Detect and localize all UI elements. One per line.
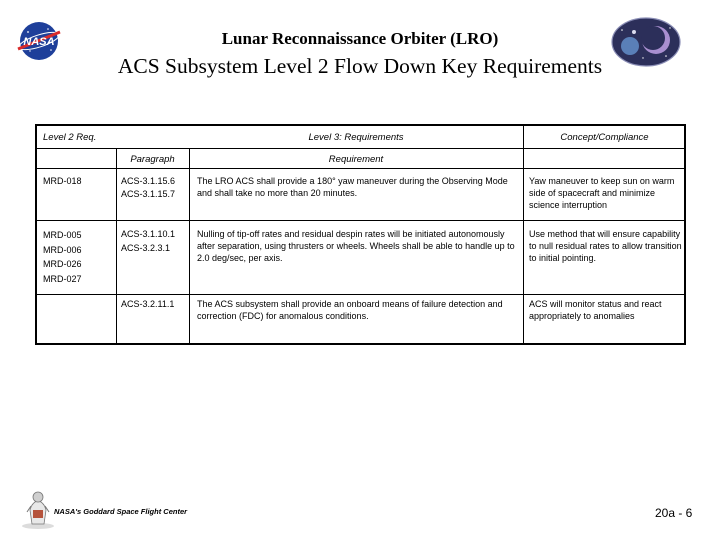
col-divider-2: [189, 148, 190, 345]
header-level2: Level 2 Req.: [43, 132, 97, 143]
footer-center-name: NASA's Goddard Space Flight Center: [54, 507, 188, 516]
astronaut-figure-icon: [18, 488, 58, 530]
page-title: ACS Subsystem Level 2 Flow Down Key Requirements: [117, 54, 603, 78]
requirement-cell: The LRO ACS shall provide a 180° yaw maneuver during the Observing Mode and shall take no more than 20 minutes.: [197, 176, 508, 199]
row-divider-1: [37, 220, 686, 221]
col-divider-3: [523, 126, 524, 345]
mission-subtitle: Lunar Reconnaissance Orbiter (LRO): [221, 29, 499, 48]
row-divider-2: [37, 294, 686, 295]
header-concept: Concept/Compliance: [560, 132, 649, 143]
header-level3: Level 3: Requirements: [308, 132, 404, 143]
subheader-paragraph: Paragraph: [130, 154, 175, 165]
paragraph-cell: ACS-3.1.10.1 ACS-3.2.3.1: [121, 229, 176, 253]
col-divider-1: [116, 148, 117, 345]
concept-cell: Use method that will ensure capability to null residual rates to allow transition to initial pointing.: [529, 229, 682, 264]
requirement-cell: Nulling of tip-off rates and residual despin rates will be initiated autonomously after separation, using thrusters or wheels. Wheels shall be able to handle up to 2.0 deg/sec, per axis.: [197, 229, 515, 264]
svg-text:NASA: NASA: [23, 36, 55, 48]
subheader-requirement: Requirement: [328, 154, 384, 165]
header-divider: [37, 148, 686, 149]
requirement-cell: The ACS subsystem shall provide an onboard means of failure detection and correction (FDC) for anomalous conditions.: [197, 299, 503, 322]
level2-cell: MRD-005 MRD-006 MRD-026 MRD-027: [43, 230, 82, 284]
page-number: 20a - 6: [655, 506, 693, 520]
concept-cell: ACS will monitor status and react appropriately to anomalies: [529, 299, 662, 322]
paragraph-cell: ACS-3.2.11.1: [121, 299, 175, 309]
concept-cell: Yaw maneuver to keep sun on warm side of spacecraft and minimize science interruption: [529, 176, 675, 211]
level2-cell: MRD-018: [43, 176, 82, 186]
requirements-table: [35, 124, 686, 345]
paragraph-cell: ACS-3.1.15.6 ACS-3.1.15.7: [121, 176, 176, 200]
subheader-divider: [37, 168, 686, 169]
